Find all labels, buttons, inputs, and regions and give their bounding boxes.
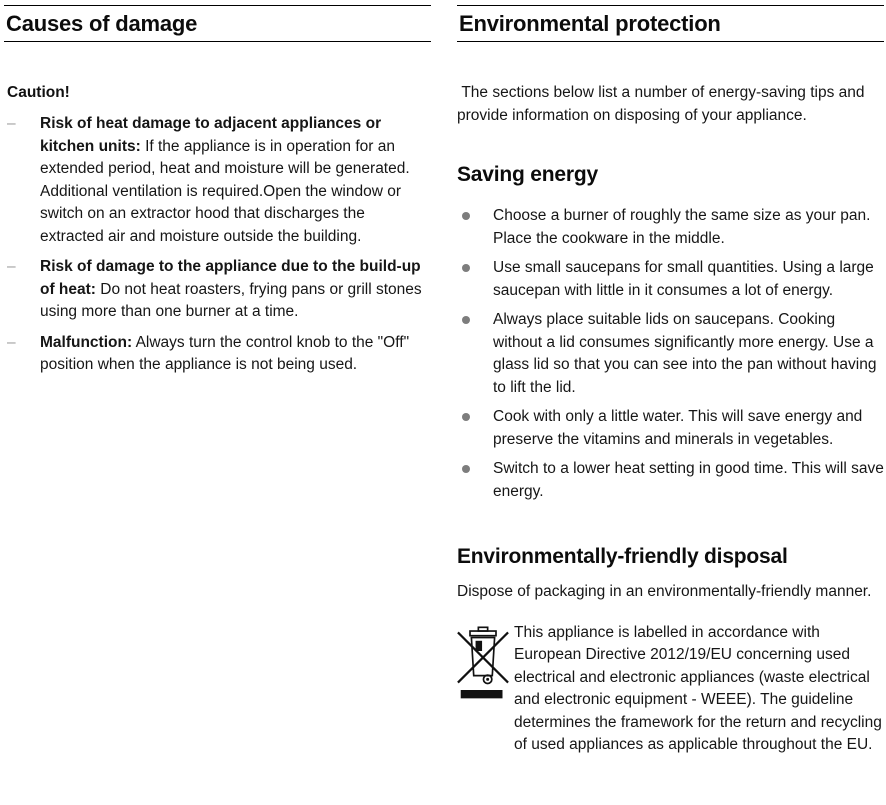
list-item-text: Always place suitable lids on saucepans. Cooking without a lid consumes significantly more energy. Use a glass lid so that you can see into the pan without having to lift the lid.: [493, 311, 877, 396]
list-item: [457, 309, 884, 399]
list-item-text: [40, 256, 431, 324]
bullet-icon: [462, 465, 470, 473]
list-item: [457, 257, 884, 302]
section-title-causes-of-damage: Causes of damage: [4, 5, 431, 42]
list-item-text: [40, 332, 431, 377]
caution-label: Caution!: [7, 84, 70, 101]
list-item-text: Cook with only a little water. This will save energy and preserve the vitamins and minerals in vegetables.: [493, 408, 863, 448]
subsection-title-disposal: Environmentally-friendly disposal: [457, 545, 788, 568]
causes-of-damage-section: [4, 5, 431, 757]
list-item: [4, 332, 431, 377]
list-item: [457, 205, 884, 250]
bullet-icon: [462, 316, 470, 324]
list-item-text: Choose a burner of roughly the same size as your pan. Place the cookware in the middle.: [493, 207, 871, 247]
damage-risk-list: [4, 113, 431, 377]
subsection-title-saving-energy: Saving energy: [457, 163, 598, 186]
list-item-text: Use small saucepans for small quantities. Using a large saucepan with little in it consumes a lot of energy.: [493, 259, 874, 299]
environmental-intro-text: The sections below list a number of energy-saving tips and provide information on disposing of your appliance.: [457, 84, 869, 124]
weee-directive-text: This appliance is labelled in accordance with European Directive 2012/19/EU concerning used electrical and electronic appliances (waste electrical and electronic equipment - WEEE). The guideline determines the framework for the return and recycling of used appliances as applicable throughout the EU.: [514, 623, 882, 753]
disposal-intro-text: Dispose of packaging in an environmentally-friendly manner.: [457, 583, 872, 600]
list-item-text: [40, 113, 431, 248]
dash-marker: –: [7, 333, 16, 351]
section-title-environmental-protection: Environmental protection: [457, 5, 884, 42]
list-item-bold-lead: Risk of heat damage to adjacent appliances or kitchen units:: [40, 115, 382, 155]
list-item-bold-lead: Risk of damage to the appliance due to the build-up of heat:: [40, 258, 421, 298]
environmental-protection-section: [457, 5, 884, 757]
bullet-icon: [462, 264, 470, 272]
list-item-text: Switch to a lower heat setting in good time. This will save energy.: [493, 460, 884, 500]
list-item: [4, 256, 431, 324]
list-item: [4, 113, 431, 248]
weee-crossed-out-bin-icon: [457, 622, 514, 757]
bullet-icon: [462, 413, 470, 421]
list-item-body: Always turn the control knob to the "Off" position when the appliance is not being used.: [40, 333, 410, 373]
bullet-icon: [462, 212, 470, 220]
energy-saving-tips-list: [457, 205, 884, 503]
list-item-body: If the appliance is in operation for an extended period, heat and moisture will be generated. Additional ventilation is required.Open the window or switch on an extractor hood that discharges the extracted air and moisture outside the building.: [40, 137, 410, 245]
two-column-layout: [4, 5, 884, 757]
list-item-body: Do not heat roasters, frying pans or grill stones using more than one burner at a time.: [40, 280, 422, 320]
weee-directive-block: [457, 622, 884, 757]
dash-marker: –: [7, 258, 16, 275]
list-item: [457, 406, 884, 451]
list-item-bold-lead: Malfunction:: [40, 333, 133, 351]
dash-marker: –: [7, 115, 16, 132]
list-item: [457, 458, 884, 503]
